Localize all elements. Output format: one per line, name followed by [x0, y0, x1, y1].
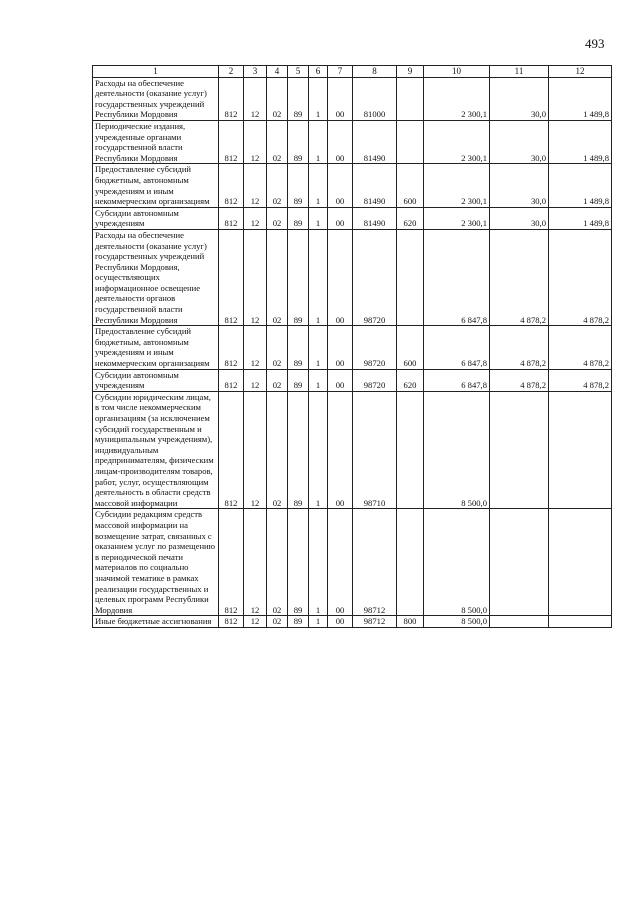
- cell-col-11: 4 878,2: [490, 229, 549, 325]
- row-description: Предоставление субсидий бюджетным, автономным учреждениям и иным некоммерческим организациям: [93, 326, 219, 369]
- cell-col-3: 12: [244, 326, 267, 369]
- cell-col-9: [397, 229, 424, 325]
- cell-col-9: [397, 391, 424, 509]
- row-description: Субсидии автономным учреждениям: [93, 369, 219, 391]
- cell-col-12: 1 489,8: [549, 120, 612, 163]
- cell-col-6: 1: [309, 391, 328, 509]
- cell-col-2: 812: [219, 164, 244, 207]
- row-description: Субсидии юридическим лицам, в том числе некоммерческим организациям (за исключением субсидий государственным и муниципальным учреждениям), индивидуальным предпринимателям, физическим лицам-производителям товаров, работ, услуг, осуществляющим деятельность в области средств массовой информации: [93, 391, 219, 509]
- cell-col-9: [397, 509, 424, 616]
- cell-col-10: 8 500,0: [424, 616, 490, 628]
- cell-col-11: 4 878,2: [490, 326, 549, 369]
- row-description: Расходы на обеспечение деятельности (оказание услуг) государственных учреждений Республики Мордовия, осуществляющих информационное освещение деятельности органов государственной власти Республики Мордовия: [93, 229, 219, 325]
- column-header: 5: [288, 66, 309, 78]
- column-header: 3: [244, 66, 267, 78]
- cell-col-3: 12: [244, 164, 267, 207]
- table-row: [93, 77, 612, 120]
- cell-col-3: 12: [244, 391, 267, 509]
- cell-col-8: 98720: [353, 326, 397, 369]
- cell-col-5: 89: [288, 509, 309, 616]
- cell-col-4: 02: [267, 120, 288, 163]
- cell-col-7: 00: [328, 164, 353, 207]
- cell-col-2: 812: [219, 326, 244, 369]
- cell-col-12: 4 878,2: [549, 369, 612, 391]
- cell-col-5: 89: [288, 120, 309, 163]
- column-header: 12: [549, 66, 612, 78]
- column-header: 6: [309, 66, 328, 78]
- cell-col-12: [549, 509, 612, 616]
- cell-col-4: 02: [267, 207, 288, 229]
- cell-col-3: 12: [244, 229, 267, 325]
- column-header: 4: [267, 66, 288, 78]
- cell-col-10: 2 300,1: [424, 120, 490, 163]
- cell-col-10: 6 847,8: [424, 229, 490, 325]
- table-row: [93, 369, 612, 391]
- cell-col-8: 81490: [353, 164, 397, 207]
- cell-col-7: 00: [328, 77, 353, 120]
- cell-col-4: 02: [267, 229, 288, 325]
- cell-col-12: 1 489,8: [549, 207, 612, 229]
- cell-col-10: 6 847,8: [424, 369, 490, 391]
- cell-col-7: 00: [328, 207, 353, 229]
- cell-col-11: [490, 391, 549, 509]
- cell-col-11: 30,0: [490, 164, 549, 207]
- table-row: [93, 326, 612, 369]
- cell-col-7: 00: [328, 120, 353, 163]
- cell-col-5: 89: [288, 391, 309, 509]
- cell-col-8: 81490: [353, 120, 397, 163]
- table-row: [93, 616, 612, 628]
- cell-col-4: 02: [267, 509, 288, 616]
- cell-col-4: 02: [267, 369, 288, 391]
- cell-col-3: 12: [244, 77, 267, 120]
- table-row: [93, 229, 612, 325]
- cell-col-5: 89: [288, 369, 309, 391]
- cell-col-8: 98712: [353, 616, 397, 628]
- cell-col-7: 00: [328, 391, 353, 509]
- cell-col-3: 12: [244, 207, 267, 229]
- budget-table: [92, 65, 612, 628]
- cell-col-11: [490, 616, 549, 628]
- cell-col-10: 8 500,0: [424, 509, 490, 616]
- cell-col-2: 812: [219, 616, 244, 628]
- cell-col-3: 12: [244, 509, 267, 616]
- cell-col-2: 812: [219, 77, 244, 120]
- page-number: 493: [585, 36, 605, 51]
- cell-col-7: 00: [328, 509, 353, 616]
- cell-col-7: 00: [328, 229, 353, 325]
- column-header: 1: [93, 66, 219, 78]
- cell-col-6: 1: [309, 164, 328, 207]
- cell-col-8: 98712: [353, 509, 397, 616]
- cell-col-6: 1: [309, 120, 328, 163]
- table-row: [93, 164, 612, 207]
- column-header: 9: [397, 66, 424, 78]
- cell-col-11: 30,0: [490, 77, 549, 120]
- cell-col-2: 812: [219, 207, 244, 229]
- cell-col-2: 812: [219, 391, 244, 509]
- cell-col-8: 98710: [353, 391, 397, 509]
- cell-col-9: 800: [397, 616, 424, 628]
- column-header: 10: [424, 66, 490, 78]
- cell-col-5: 89: [288, 229, 309, 325]
- cell-col-5: 89: [288, 164, 309, 207]
- cell-col-7: 00: [328, 616, 353, 628]
- cell-col-9: [397, 77, 424, 120]
- row-description: Периодические издания, учрежденные органами государственной власти Республики Мордовия: [93, 120, 219, 163]
- cell-col-10: 8 500,0: [424, 391, 490, 509]
- cell-col-8: 81490: [353, 207, 397, 229]
- cell-col-7: 00: [328, 326, 353, 369]
- cell-col-12: [549, 616, 612, 628]
- row-description: Предоставление субсидий бюджетным, автономным учреждениям и иным некоммерческим организациям: [93, 164, 219, 207]
- cell-col-2: 812: [219, 120, 244, 163]
- cell-col-6: 1: [309, 229, 328, 325]
- cell-col-7: 00: [328, 369, 353, 391]
- cell-col-6: 1: [309, 509, 328, 616]
- cell-col-11: 30,0: [490, 120, 549, 163]
- cell-col-5: 89: [288, 616, 309, 628]
- cell-col-4: 02: [267, 326, 288, 369]
- table-row: [93, 391, 612, 509]
- cell-col-2: 812: [219, 229, 244, 325]
- header-row: [93, 66, 612, 78]
- cell-col-11: 4 878,2: [490, 369, 549, 391]
- cell-col-5: 89: [288, 77, 309, 120]
- cell-col-12: 4 878,2: [549, 326, 612, 369]
- cell-col-4: 02: [267, 616, 288, 628]
- table-row: [93, 509, 612, 616]
- cell-col-12: [549, 391, 612, 509]
- cell-col-6: 1: [309, 616, 328, 628]
- column-header: 7: [328, 66, 353, 78]
- cell-col-4: 02: [267, 77, 288, 120]
- row-description: Субсидии редакциям средств массовой информации на возмещение затрат, связанных с оказанием услуг по размещению в периодической печати материалов по социально значимой тематике в рамках реализации государственных и целевых программ Республики Мордовия: [93, 509, 219, 616]
- column-header: 8: [353, 66, 397, 78]
- cell-col-9: 620: [397, 207, 424, 229]
- table-row: [93, 207, 612, 229]
- cell-col-6: 1: [309, 207, 328, 229]
- cell-col-10: 2 300,1: [424, 77, 490, 120]
- row-description: Иные бюджетные ассигнования: [93, 616, 219, 628]
- cell-col-8: 98720: [353, 229, 397, 325]
- table-body: [93, 77, 612, 627]
- cell-col-6: 1: [309, 369, 328, 391]
- cell-col-10: 2 300,1: [424, 164, 490, 207]
- cell-col-8: 98720: [353, 369, 397, 391]
- cell-col-10: 2 300,1: [424, 207, 490, 229]
- cell-col-4: 02: [267, 391, 288, 509]
- cell-col-10: 6 847,8: [424, 326, 490, 369]
- cell-col-3: 12: [244, 616, 267, 628]
- cell-col-11: 30,0: [490, 207, 549, 229]
- cell-col-3: 12: [244, 369, 267, 391]
- cell-col-5: 89: [288, 326, 309, 369]
- cell-col-2: 812: [219, 369, 244, 391]
- cell-col-8: 81000: [353, 77, 397, 120]
- cell-col-5: 89: [288, 207, 309, 229]
- table-row: [93, 120, 612, 163]
- cell-col-9: 600: [397, 326, 424, 369]
- column-header: 2: [219, 66, 244, 78]
- row-description: Субсидии автономным учреждениям: [93, 207, 219, 229]
- row-description: Расходы на обеспечение деятельности (оказание услуг) государственных учреждений Республики Мордовия: [93, 77, 219, 120]
- cell-col-9: 620: [397, 369, 424, 391]
- cell-col-6: 1: [309, 77, 328, 120]
- cell-col-9: [397, 120, 424, 163]
- cell-col-12: 1 489,8: [549, 164, 612, 207]
- cell-col-2: 812: [219, 509, 244, 616]
- cell-col-6: 1: [309, 326, 328, 369]
- column-header: 11: [490, 66, 549, 78]
- cell-col-12: 4 878,2: [549, 229, 612, 325]
- cell-col-4: 02: [267, 164, 288, 207]
- cell-col-3: 12: [244, 120, 267, 163]
- cell-col-9: 600: [397, 164, 424, 207]
- cell-col-11: [490, 509, 549, 616]
- cell-col-12: 1 489,8: [549, 77, 612, 120]
